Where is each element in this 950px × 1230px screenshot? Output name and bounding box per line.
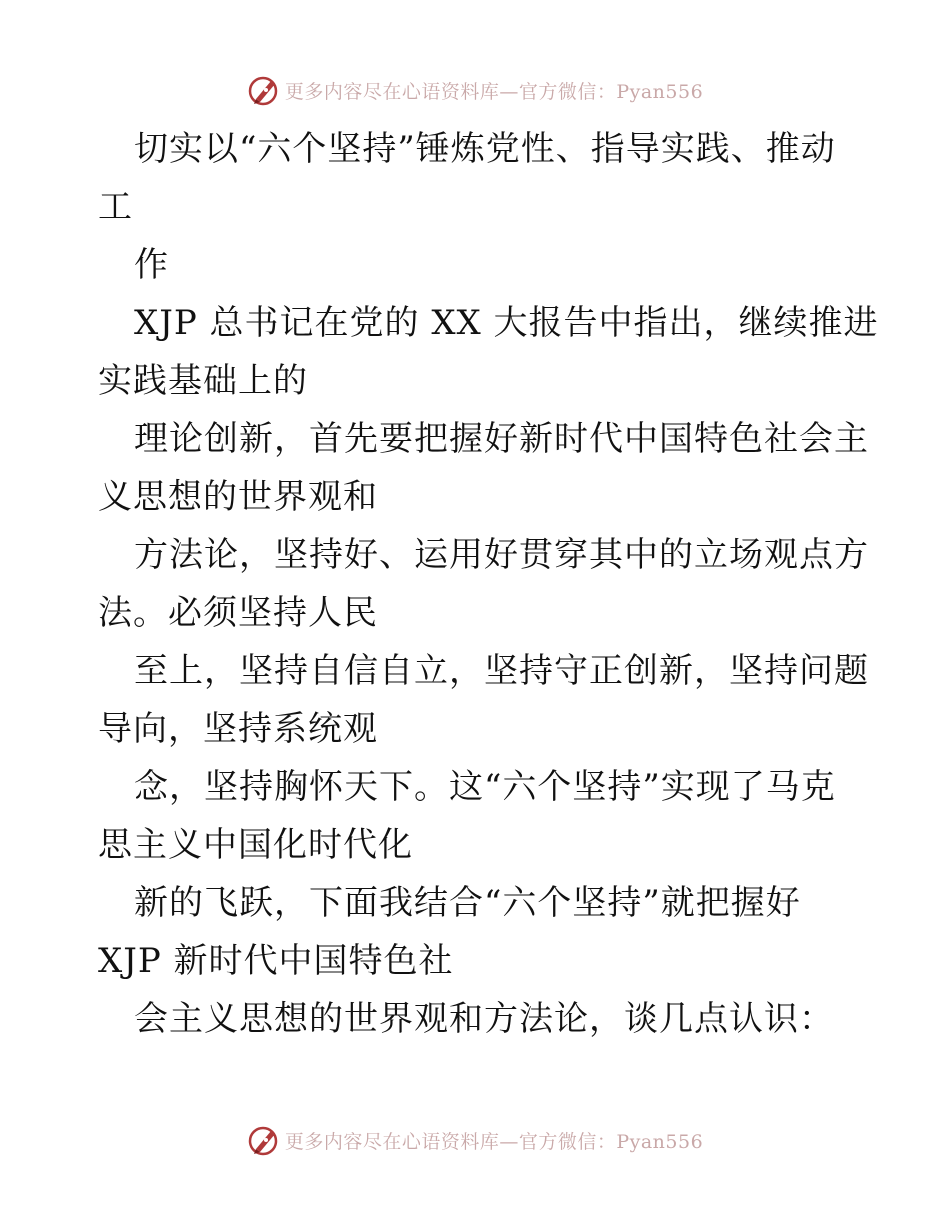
paragraph-line: 新的飞跃，下面我结合“六个坚持”就把握好: [134, 883, 801, 923]
paragraph-line: 法。必须坚持人民: [98, 593, 378, 633]
footer-watermark: [0, 1120, 950, 1160]
document-title-line-2: 工: [98, 187, 133, 227]
paragraph-line: XJP 新时代中国特色社: [98, 941, 454, 981]
paragraph-line: 实践基础上的: [98, 361, 308, 401]
document-title-line-1: 切实以“六个坚持”锤炼党性、指导实践、推动: [134, 129, 836, 169]
paragraph-line: 理论创新，首先要把握好新时代中国特色社会主: [134, 419, 869, 459]
paragraph-line: 义思想的世界观和: [98, 477, 378, 517]
header-watermark: [0, 70, 950, 110]
paragraph-line: 至上，坚持自信自立，坚持守正创新，坚持问题: [134, 651, 869, 691]
paragraph-line: 导向，坚持系统观: [98, 709, 378, 749]
pen-logo-icon: [247, 1123, 281, 1157]
paragraph-line: 方法论，坚持好、运用好贯穿其中的立场观点方: [134, 535, 869, 575]
paragraph-line: 会主义思想的世界观和方法论，谈几点认识：: [134, 999, 834, 1039]
pen-logo-icon: [247, 73, 281, 107]
header-banner-text: 更多内容尽在心语资料库—官方微信：Pyan556: [284, 80, 704, 103]
paragraph-line: 思主义中国化时代化: [98, 825, 413, 865]
document-title-line-3: 作: [134, 245, 169, 285]
footer-banner-text: 更多内容尽在心语资料库—官方微信：Pyan556: [284, 1130, 704, 1153]
paragraph-line: XJP 总书记在党的 XX 大报告中指出，继续推进: [134, 303, 879, 343]
paragraph-line: 念，坚持胸怀天下。这“六个坚持”实现了马克: [134, 767, 836, 807]
document-body: [98, 120, 879, 1048]
